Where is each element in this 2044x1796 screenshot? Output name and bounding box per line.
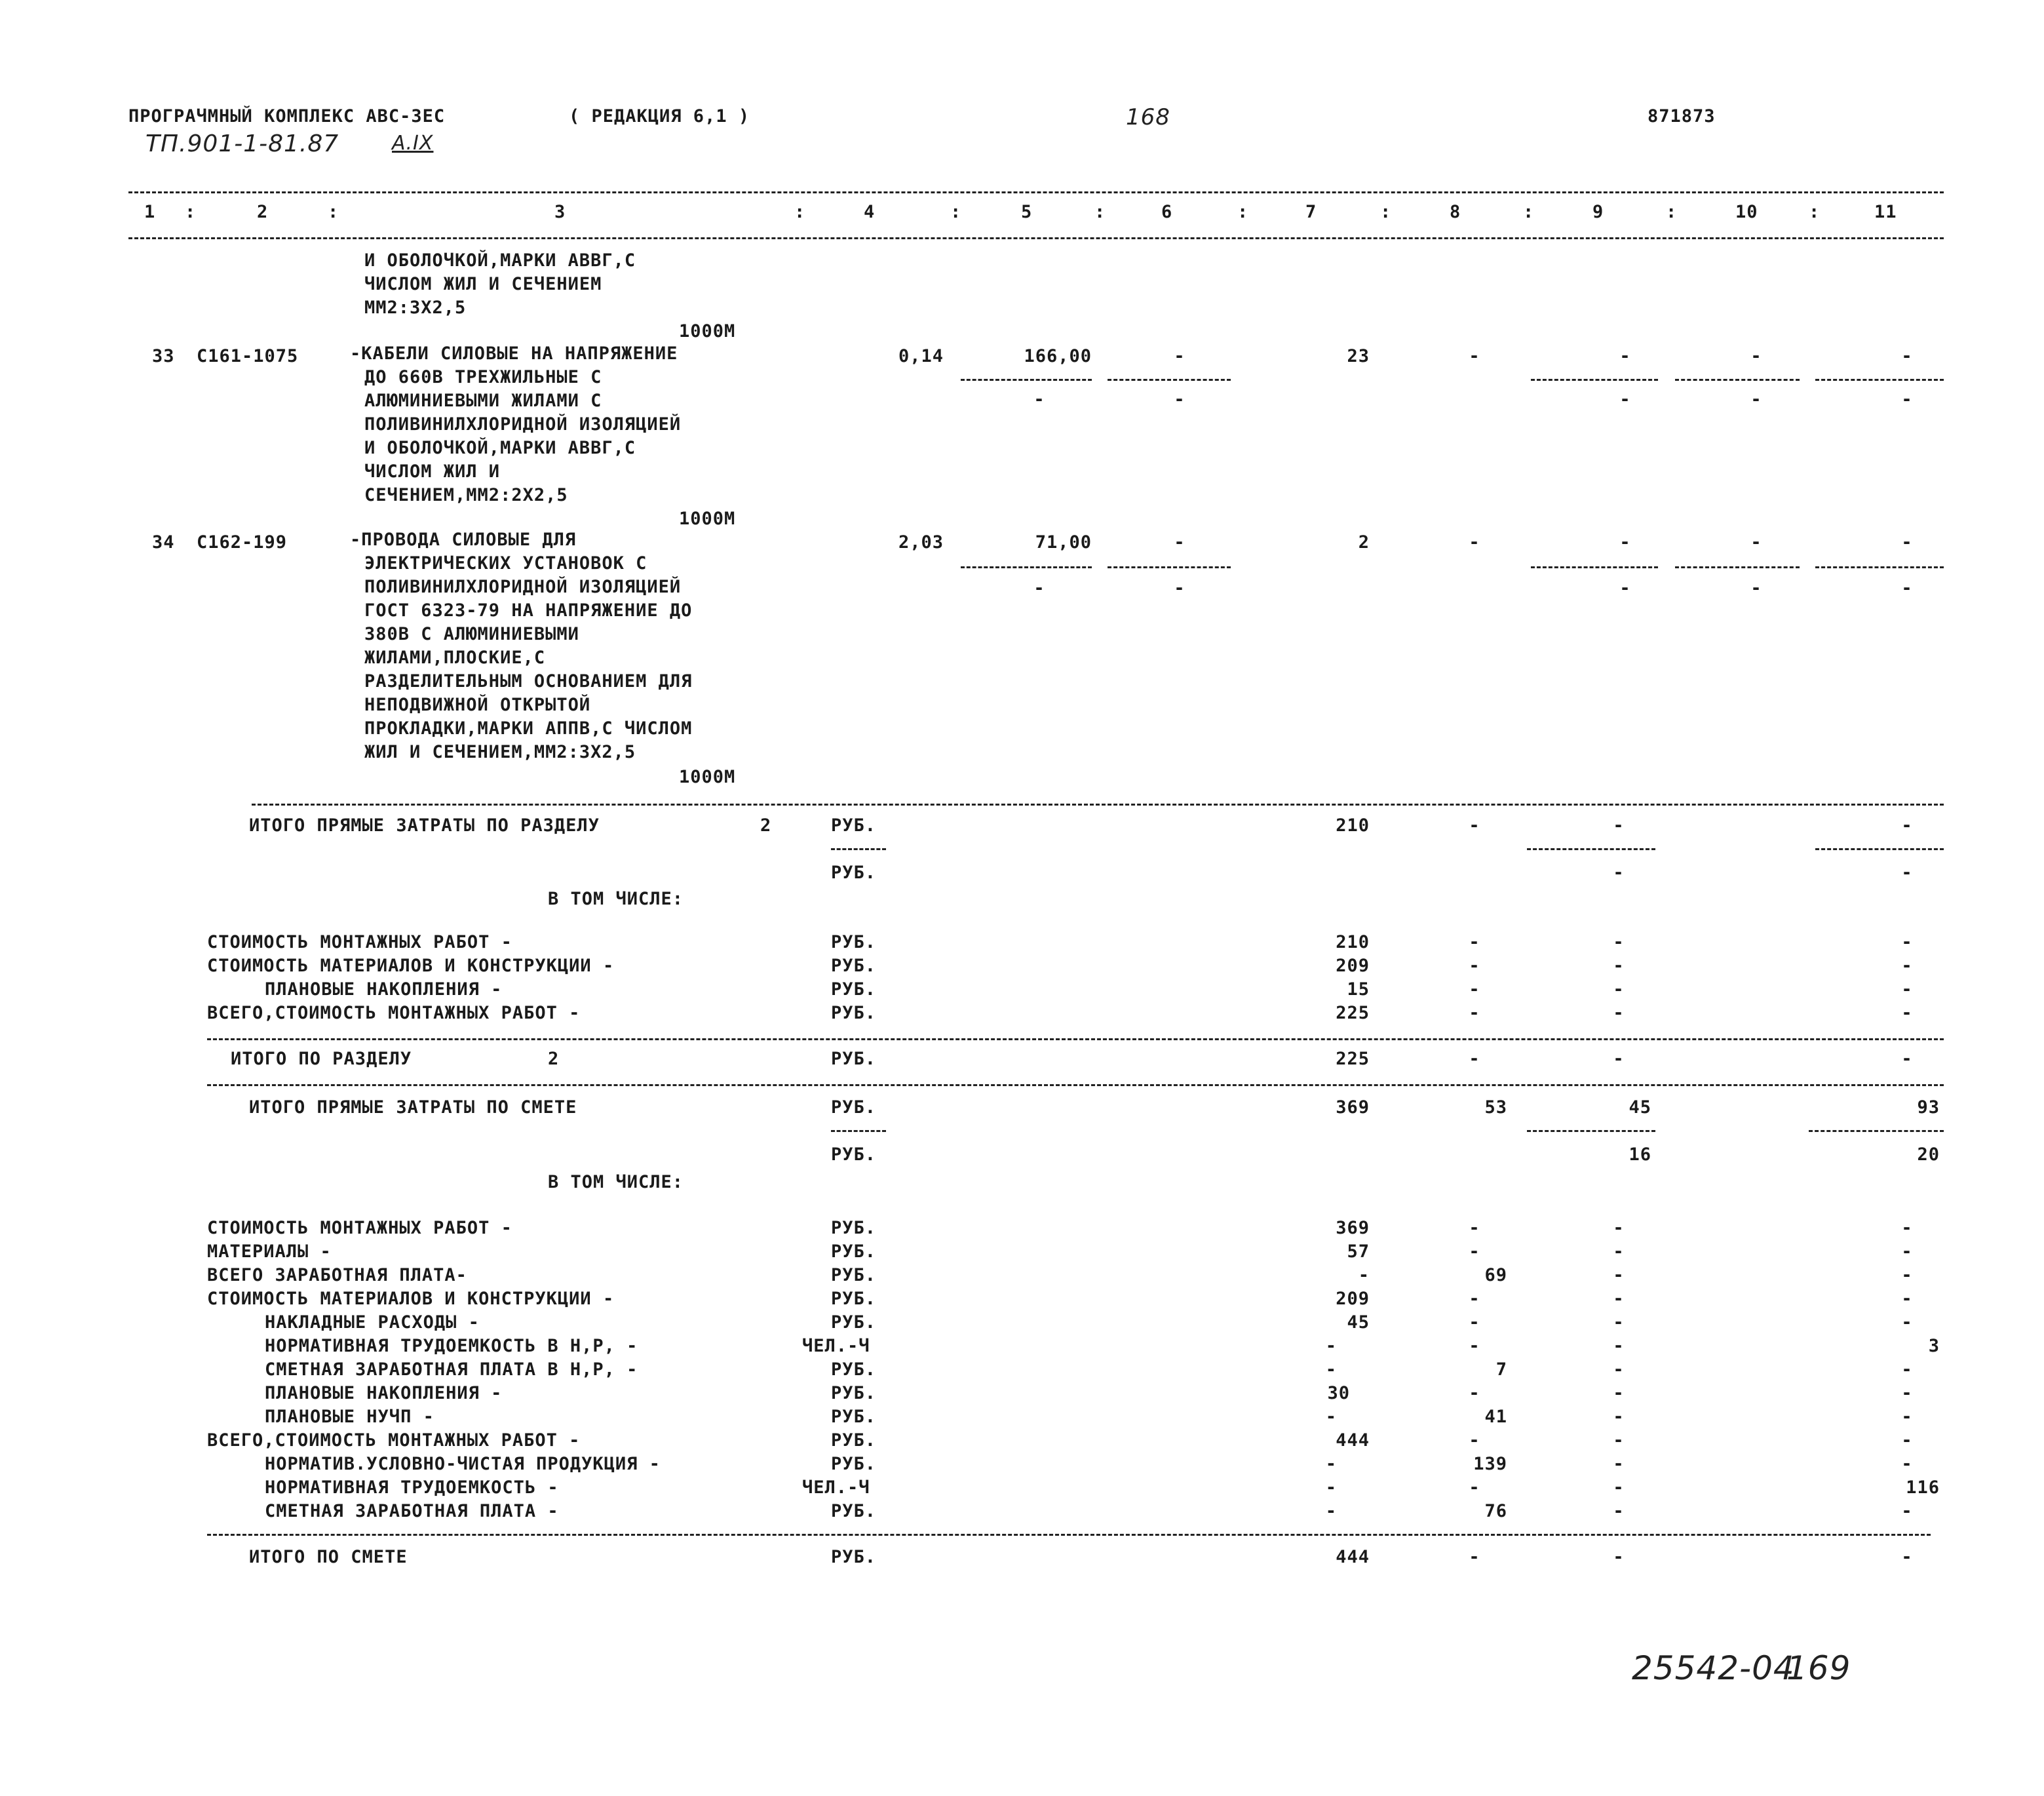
unit-price: 71,00 [1035,532,1092,553]
cell-col9: - [1613,1003,1625,1023]
currency-unit: РУБ. [831,1097,877,1118]
cell-col8: - [1469,979,1480,1000]
description-line: РАЗДЕЛИТЕЛЬНЫМ ОСНОВАНИЕМ ДЛЯ [364,671,693,692]
cell-col9-sub: 16 [1629,1144,1651,1165]
breakdown-label: СМЕТНАЯ ЗАРАБОТНАЯ ПЛАТА - [265,1501,559,1521]
breakdown-label: СТОИМОСТЬ МОНТАЖНЫХ РАБОТ - [207,1218,512,1238]
total-cost: 444 [1336,1430,1370,1451]
total-cost: 23 [1347,346,1370,366]
description-line: -КАБЕЛИ СИЛОВЫЕ НА НАПРЯЖЕНИЕ [350,343,678,364]
col-separator: : [794,202,806,222]
currency-unit: РУБ. [831,1547,877,1567]
cell-col8: - [1469,1049,1480,1069]
breakdown-label: СТОИМОСТЬ МАТЕРИАЛОВ И КОНСТРУКЦИИ - [207,1289,615,1309]
breakdown-label: СМЕТНАЯ ЗАРАБОТНАЯ ПЛАТА В Н,Р, - [265,1359,638,1380]
section-rule [207,1534,1931,1536]
description-line: ПОЛИВИНИЛХЛОРИДНОЙ ИЗОЛЯЦИЕЙ [364,414,682,435]
cell-col11: - [1901,815,1913,836]
total-cost: 210 [1336,815,1370,836]
cell-col8: - [1469,956,1480,976]
row-number: 34 [152,532,175,553]
cell-col9: - [1613,1501,1625,1521]
col-separator: : [1809,202,1821,222]
breakdown-label: ПЛАНОВЫЕ НАКОПЛЕНИЯ - [265,979,503,1000]
cell-col8: - [1469,1312,1480,1333]
currency-unit: РУБ. [831,1241,877,1262]
total-cost: 57 [1347,1241,1370,1262]
cell-col9-sub: - [1619,389,1631,410]
cell-col9: - [1613,1477,1625,1498]
description-line: ЖИЛАМИ,ПЛОСКИЕ,С [364,648,546,668]
description-line: АЛЮМИНИЕВЫМИ ЖИЛАМИ С [364,391,602,411]
quantity: 2,03 [898,532,944,553]
total-label: ИТОГО ПО РАЗДЕЛУ [231,1049,412,1069]
currency-unit: РУБ. [831,863,877,883]
section-number: 2 [548,1049,560,1069]
cell-col9: - [1613,1049,1625,1069]
cell-col11: - [1901,532,1913,553]
col-header-2: 2 [257,202,269,222]
fraction-rule [1527,1130,1655,1132]
cell-col11-sub: 20 [1917,1144,1940,1165]
total-cost: 30 [1327,1383,1350,1403]
cell-col10-sub: - [1750,578,1762,598]
fraction-rule [1108,379,1231,381]
currency-unit: РУБ. [831,956,877,976]
cell-col6: - [1174,346,1186,366]
total-cost: 209 [1336,1289,1370,1309]
cell-col8: - [1469,1218,1480,1238]
program-edition: ( РЕДАКЦИЯ 6,1 ) [569,106,750,127]
description-line: ДО 660В ТРЕХЖИЛЬНЫЕ С [364,367,602,387]
total-cost: 15 [1347,979,1370,1000]
total-cost: 210 [1336,932,1370,952]
cell-col11: - [1901,1359,1913,1380]
cell-col9: - [1613,815,1625,836]
breakdown-label: ПЛАНОВЫЕ НУЧП - [265,1407,434,1427]
cell-col8: - [1469,1383,1480,1403]
col-separator: : [185,202,197,222]
cell-col11: - [1901,1241,1913,1262]
cell-col9: - [1613,1359,1625,1380]
cell-col8: - [1469,1289,1480,1309]
cell-col11: - [1901,346,1913,366]
cell-col5-sub: - [1033,389,1045,410]
fraction-rule [1809,1130,1944,1132]
fraction-rule [831,848,886,850]
total-cost: 2 [1358,532,1370,553]
fraction-rule [961,379,1092,381]
cell-col8: - [1469,1003,1480,1023]
section-rule [207,1084,1944,1086]
currency-unit: РУБ. [831,1289,877,1309]
currency-unit: РУБ. [831,1265,877,1285]
col-header-4: 4 [864,202,876,222]
description-line: ПОЛИВИНИЛХЛОРИДНОЙ ИЗОЛЯЦИЕЙ [364,577,682,597]
total-cost: - [1325,1407,1337,1427]
total-cost: - [1325,1454,1337,1474]
description-line: НЕПОДВИЖНОЙ ОТКРЫТОЙ [364,695,591,715]
cell-col6-sub: - [1174,389,1186,410]
currency-unit: ЧЕЛ.-Ч [802,1477,870,1498]
fraction-rule [1815,848,1944,850]
description-line: ММ2:3Х2,5 [364,298,467,318]
description-line: ЧИСЛОМ ЖИЛ И [364,461,501,482]
cell-col8: - [1469,1241,1480,1262]
cell-col9-sub: - [1613,863,1625,883]
cell-col11: - [1901,1430,1913,1451]
col-header-5: 5 [1021,202,1033,222]
fraction-rule [1531,379,1658,381]
col-header-8: 8 [1450,202,1461,222]
currency-unit: РУБ. [831,979,877,1000]
col-separator: : [1237,202,1249,222]
quantity: 0,14 [898,346,944,366]
breakdown-label: МАТЕРИАЛЫ - [207,1241,332,1262]
total-cost: - [1325,1359,1337,1380]
cell-col11: - [1901,1383,1913,1403]
cell-col8: - [1469,815,1480,836]
currency-unit: ЧЕЛ.-Ч [802,1336,870,1356]
col-header-10: 10 [1735,202,1758,222]
col-separator: : [950,202,962,222]
unit-price: 166,00 [1024,346,1092,366]
description-line: -ПРОВОДА СИЛОВЫЕ ДЛЯ [350,530,577,550]
cell-col6: - [1174,532,1186,553]
fraction-rule [831,1130,886,1132]
cell-col11: - [1901,1003,1913,1023]
col-header-11: 11 [1874,202,1897,222]
cell-col6-sub: - [1174,578,1186,598]
description-line: ЖИЛ И СЕЧЕНИЕМ,ММ2:3Х2,5 [364,742,636,762]
cell-col11: - [1901,1407,1913,1427]
fraction-rule [1527,848,1655,850]
cell-col9: - [1613,932,1625,952]
fraction-rule [1675,566,1800,568]
col-header-1: 1 [144,202,156,222]
cell-col9: - [1613,1407,1625,1427]
currency-unit: РУБ. [831,1049,877,1069]
breakdown-label: ПЛАНОВЫЕ НАКОПЛЕНИЯ - [265,1383,503,1403]
cell-col11: - [1901,979,1913,1000]
total-cost: - [1325,1501,1337,1521]
cell-col9: - [1619,532,1631,553]
cell-col11: - [1901,932,1913,952]
cell-col10: - [1750,532,1762,553]
unit-of-measure: 1000М [679,321,736,342]
col-separator: : [1380,202,1392,222]
cell-col5-sub: - [1033,578,1045,598]
handwritten-reference: ТП.901-1-81.87 [145,130,339,157]
description-line: ЭЛЕКТРИЧЕСКИХ УСТАНОВОК С [364,553,647,574]
total-cost: - [1358,1265,1370,1285]
fraction-rule [1815,566,1944,568]
cell-col11: 93 [1917,1097,1940,1118]
header-rule-bottom [128,237,1944,239]
col-header-3: 3 [554,202,566,222]
cell-col9: 45 [1629,1097,1651,1118]
handwritten-album: А.IX [392,132,434,155]
cell-col8: - [1469,532,1480,553]
currency-unit: РУБ. [831,1144,877,1165]
cell-col8: 41 [1484,1407,1507,1427]
cell-col8: - [1469,346,1480,366]
cell-col11: - [1901,1312,1913,1333]
cell-col8: 139 [1473,1454,1507,1474]
including-label: В ТОМ ЧИСЛЕ: [548,1172,684,1192]
currency-unit: РУБ. [831,1312,877,1333]
program-title: ПРОГРАЧМНЫЙ КОМПЛЕКС АВС-ЗЕС [128,106,446,127]
cell-col11: 116 [1906,1477,1940,1498]
total-cost: 45 [1347,1312,1370,1333]
breakdown-label: НОРМАТИВ.УСЛОВНО-ЧИСТАЯ ПРОДУКЦИЯ - [265,1454,661,1474]
description-line: СЕЧЕНИЕМ,ММ2:2Х2,5 [364,485,568,505]
description-line: 380В С АЛЮМИНИЕВЫМИ [364,624,579,644]
page-number: 168 [1126,104,1170,130]
cell-col11: - [1901,1289,1913,1309]
fraction-rule [1531,566,1658,568]
breakdown-label: СТОИМОСТЬ МОНТАЖНЫХ РАБОТ - [207,932,512,952]
cell-col9: - [1613,1547,1625,1567]
col-separator: : [328,202,339,222]
col-separator: : [1094,202,1106,222]
currency-unit: РУБ. [831,1501,877,1521]
header-rule-top [128,191,1944,193]
cell-col11-sub: - [1901,863,1913,883]
col-header-9: 9 [1592,202,1604,222]
currency-unit: РУБ. [831,1383,877,1403]
fraction-rule [1108,566,1231,568]
handwritten-archive-number: 25542-04 [1632,1649,1795,1687]
cell-col11: - [1901,956,1913,976]
cell-col11: - [1901,1454,1913,1474]
total-label: ИТОГО ПРЯМЫЕ ЗАТРАТЫ ПО СМЕТЕ [249,1097,577,1118]
cell-col11: - [1901,1265,1913,1285]
document-code: 871873 [1648,106,1716,127]
cell-col8: - [1469,1477,1480,1498]
col-separator: : [1523,202,1535,222]
handwritten-sheet-number: 169 [1786,1649,1851,1687]
total-cost: 369 [1336,1097,1370,1118]
cell-col8: 53 [1484,1097,1507,1118]
description-line: ПРОКЛАДКИ,МАРКИ АППВ,С ЧИСЛОМ [364,718,693,739]
cell-col8: - [1469,932,1480,952]
breakdown-label: СТОИМОСТЬ МАТЕРИАЛОВ И КОНСТРУКЦИИ - [207,956,615,976]
cell-col8: 7 [1495,1359,1507,1380]
total-cost: 209 [1336,956,1370,976]
currency-unit: РУБ. [831,1430,877,1451]
section-rule [252,804,1944,806]
cell-col11: - [1901,1501,1913,1521]
col-header-6: 6 [1161,202,1173,222]
unit-of-measure: 1000М [679,509,736,529]
cell-col8: - [1469,1336,1480,1356]
cell-col9: - [1613,1336,1625,1356]
currency-unit: РУБ. [831,1359,877,1380]
price-code: С161-1075 [197,346,299,366]
description-line: ЧИСЛОМ ЖИЛ И СЕЧЕНИЕМ [364,274,602,294]
cell-col11: - [1901,1547,1913,1567]
cell-col11: - [1901,1218,1913,1238]
section-number: 2 [760,815,772,836]
cell-col9: - [1613,1312,1625,1333]
cell-col9: - [1613,1454,1625,1474]
including-label: В ТОМ ЧИСЛЕ: [548,889,684,909]
cell-col9: - [1613,1430,1625,1451]
fraction-rule [961,566,1092,568]
cell-col8: 76 [1484,1501,1507,1521]
cell-col9: - [1613,1265,1625,1285]
cell-col8: 69 [1484,1265,1507,1285]
currency-unit: РУБ. [831,932,877,952]
cell-col9: - [1619,346,1631,366]
fraction-rule [1815,379,1944,381]
col-separator: : [1666,202,1678,222]
cell-col9: - [1613,956,1625,976]
description-line: И ОБОЛОЧКОЙ,МАРКИ АВВГ,С [364,438,636,458]
unit-of-measure: 1000М [679,767,736,787]
cell-col10-sub: - [1750,389,1762,410]
breakdown-label: ВСЕГО ЗАРАБОТНАЯ ПЛАТА- [207,1265,467,1285]
breakdown-label: НОРМАТИВНАЯ ТРУДОЕМКОСТЬ - [265,1477,559,1498]
description-line: ГОСТ 6323-79 НА НАПРЯЖЕНИЕ ДО [364,600,693,621]
cell-col9: - [1613,1289,1625,1309]
total-label: ИТОГО ПО СМЕТЕ [249,1547,408,1567]
breakdown-label: НАКЛАДНЫЕ РАСХОДЫ - [265,1312,480,1333]
row-number: 33 [152,346,175,366]
total-cost: 444 [1336,1547,1370,1567]
total-label: ИТОГО ПРЯМЫЕ ЗАТРАТЫ ПО РАЗДЕЛУ [249,815,600,836]
total-cost: 225 [1336,1049,1370,1069]
cell-col11: 3 [1928,1336,1940,1356]
breakdown-label: ВСЕГО,СТОИМОСТЬ МОНТАЖНЫХ РАБОТ - [207,1003,581,1023]
cell-col9-sub: - [1619,578,1631,598]
total-cost: - [1325,1477,1337,1498]
cell-col9: - [1613,1383,1625,1403]
description-line: И ОБОЛОЧКОЙ,МАРКИ АВВГ,С [364,250,636,271]
currency-unit: РУБ. [831,815,877,836]
currency-unit: РУБ. [831,1407,877,1427]
cell-col11-sub: - [1901,578,1913,598]
cell-col9: - [1613,1218,1625,1238]
currency-unit: РУБ. [831,1003,877,1023]
cell-col11-sub: - [1901,389,1913,410]
currency-unit: РУБ. [831,1218,877,1238]
breakdown-label: НОРМАТИВНАЯ ТРУДОЕМКОСТЬ В Н,Р, - [265,1336,638,1356]
total-cost: 369 [1336,1218,1370,1238]
col-header-7: 7 [1305,202,1317,222]
cell-col9: - [1613,979,1625,1000]
cell-col9: - [1613,1241,1625,1262]
section-rule [207,1038,1944,1040]
cell-col11: - [1901,1049,1913,1069]
price-code: С162-199 [197,532,288,553]
total-cost: - [1325,1336,1337,1356]
cell-col8: - [1469,1430,1480,1451]
cell-col8: - [1469,1547,1480,1567]
breakdown-label: ВСЕГО,СТОИМОСТЬ МОНТАЖНЫХ РАБОТ - [207,1430,581,1451]
cell-col10: - [1750,346,1762,366]
total-cost: 225 [1336,1003,1370,1023]
fraction-rule [1675,379,1800,381]
currency-unit: РУБ. [831,1454,877,1474]
